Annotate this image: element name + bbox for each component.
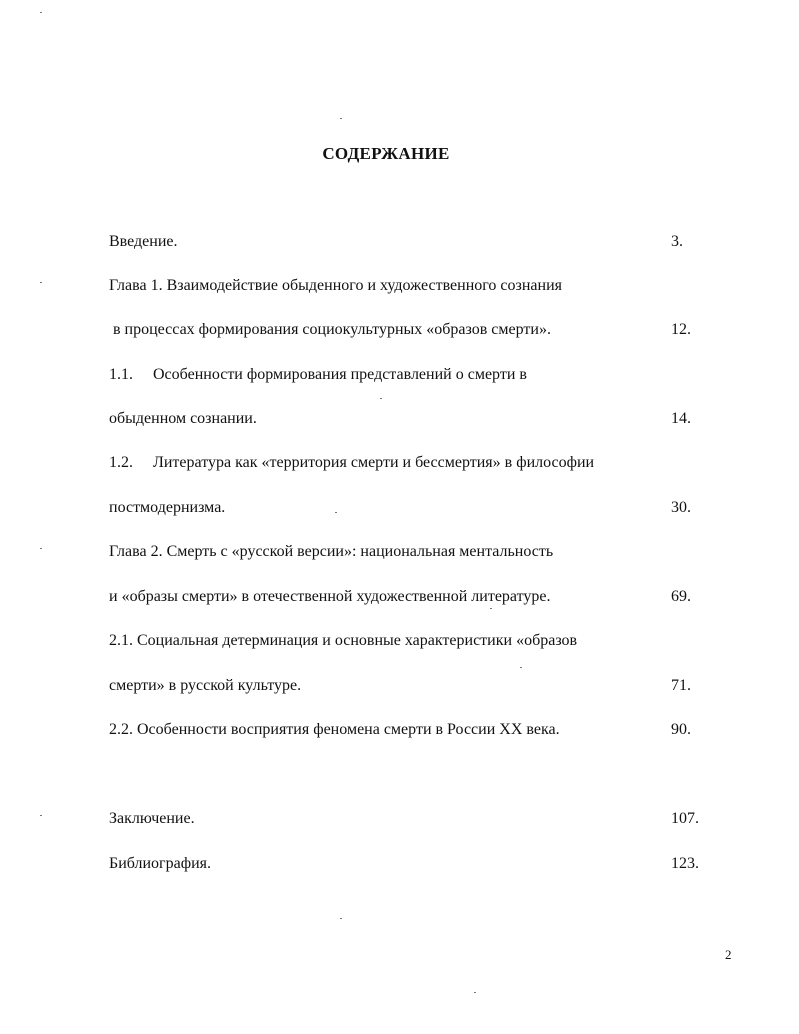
toc-page-number: 107. — [671, 810, 699, 827]
toc-entry-chapter-1-cont — [109, 321, 551, 339]
toc-entry-text: Литература как «территория смерти и бессмертия» в философии — [153, 454, 595, 471]
toc-page-number: 12. — [671, 321, 691, 338]
scan-speck — [40, 282, 42, 283]
toc-entry-text: Заключение. — [109, 810, 195, 827]
toc-entry-chapter-1 — [109, 277, 562, 295]
toc-entry-text: в процессах формирования социокультурных «образов смерти». — [109, 321, 551, 338]
toc-entry-section-1-2 — [109, 454, 594, 472]
toc-section-number: 1.2. — [109, 454, 133, 471]
toc-section-number: 1.1. — [109, 366, 133, 383]
toc-entry-section-1-2-cont — [109, 499, 225, 517]
scan-speck — [40, 12, 42, 13]
toc-entry-section-2-2 — [109, 721, 560, 739]
toc-entry-text: Введение. — [109, 233, 178, 250]
scan-speck — [380, 398, 382, 399]
page-title: СОДЕРЖАНИЕ — [322, 144, 450, 163]
toc-entry-introduction — [109, 233, 178, 251]
toc-entry-text: 2.2. Особенности восприятия феномена смерти в России XX века. — [109, 721, 560, 738]
scan-speck — [520, 667, 522, 668]
toc-entry-text: Библиография. — [109, 855, 211, 872]
toc-entry-text: Глава 1. Взаимодействие обыденного и художественного сознания — [109, 277, 562, 294]
toc-page-number: 14. — [671, 410, 691, 427]
toc-page-number: 30. — [671, 499, 691, 516]
scan-speck — [474, 992, 476, 993]
scan-speck — [490, 608, 492, 609]
scan-speck — [335, 512, 337, 513]
toc-page-number: 3. — [671, 233, 683, 250]
scan-speck — [40, 548, 42, 549]
scan-speck — [340, 918, 342, 919]
toc-entry-section-1-1-cont — [109, 410, 257, 428]
toc-entry-section-2-1 — [109, 632, 577, 650]
toc-entry-text: смерти» в русской культуре. — [109, 677, 302, 694]
toc-entry-chapter-2-cont — [109, 588, 551, 606]
scan-speck — [340, 118, 342, 119]
toc-page-number: 71. — [671, 677, 691, 694]
scan-speck — [40, 815, 42, 816]
toc-entry-text: обыденном сознании. — [109, 410, 257, 427]
toc-page-number: 69. — [671, 588, 691, 605]
toc-entry-section-1-1 — [109, 366, 527, 384]
toc-entry-bibliography — [109, 855, 211, 873]
toc-entry-chapter-2 — [109, 543, 553, 561]
toc-entry-text: и «образы смерти» в отечественной художественной литературе. — [109, 588, 551, 605]
page-number: 2 — [725, 947, 732, 962]
toc-entry-text: 2.1. Социальная детерминация и основные характеристики «образов — [109, 632, 578, 649]
toc-entry-text: постмодернизма. — [109, 499, 226, 516]
toc-entry-text: Особенности формирования представлений о смерти в — [153, 366, 527, 383]
toc-entry-text: Глава 2. Смерть с «русской версии»: национальная ментальность — [109, 543, 554, 560]
toc-page-number: 123. — [671, 855, 699, 872]
toc-entry-conclusion — [109, 810, 195, 828]
toc-entry-section-2-1-cont — [109, 677, 301, 695]
toc-page-number: 90. — [671, 721, 691, 738]
